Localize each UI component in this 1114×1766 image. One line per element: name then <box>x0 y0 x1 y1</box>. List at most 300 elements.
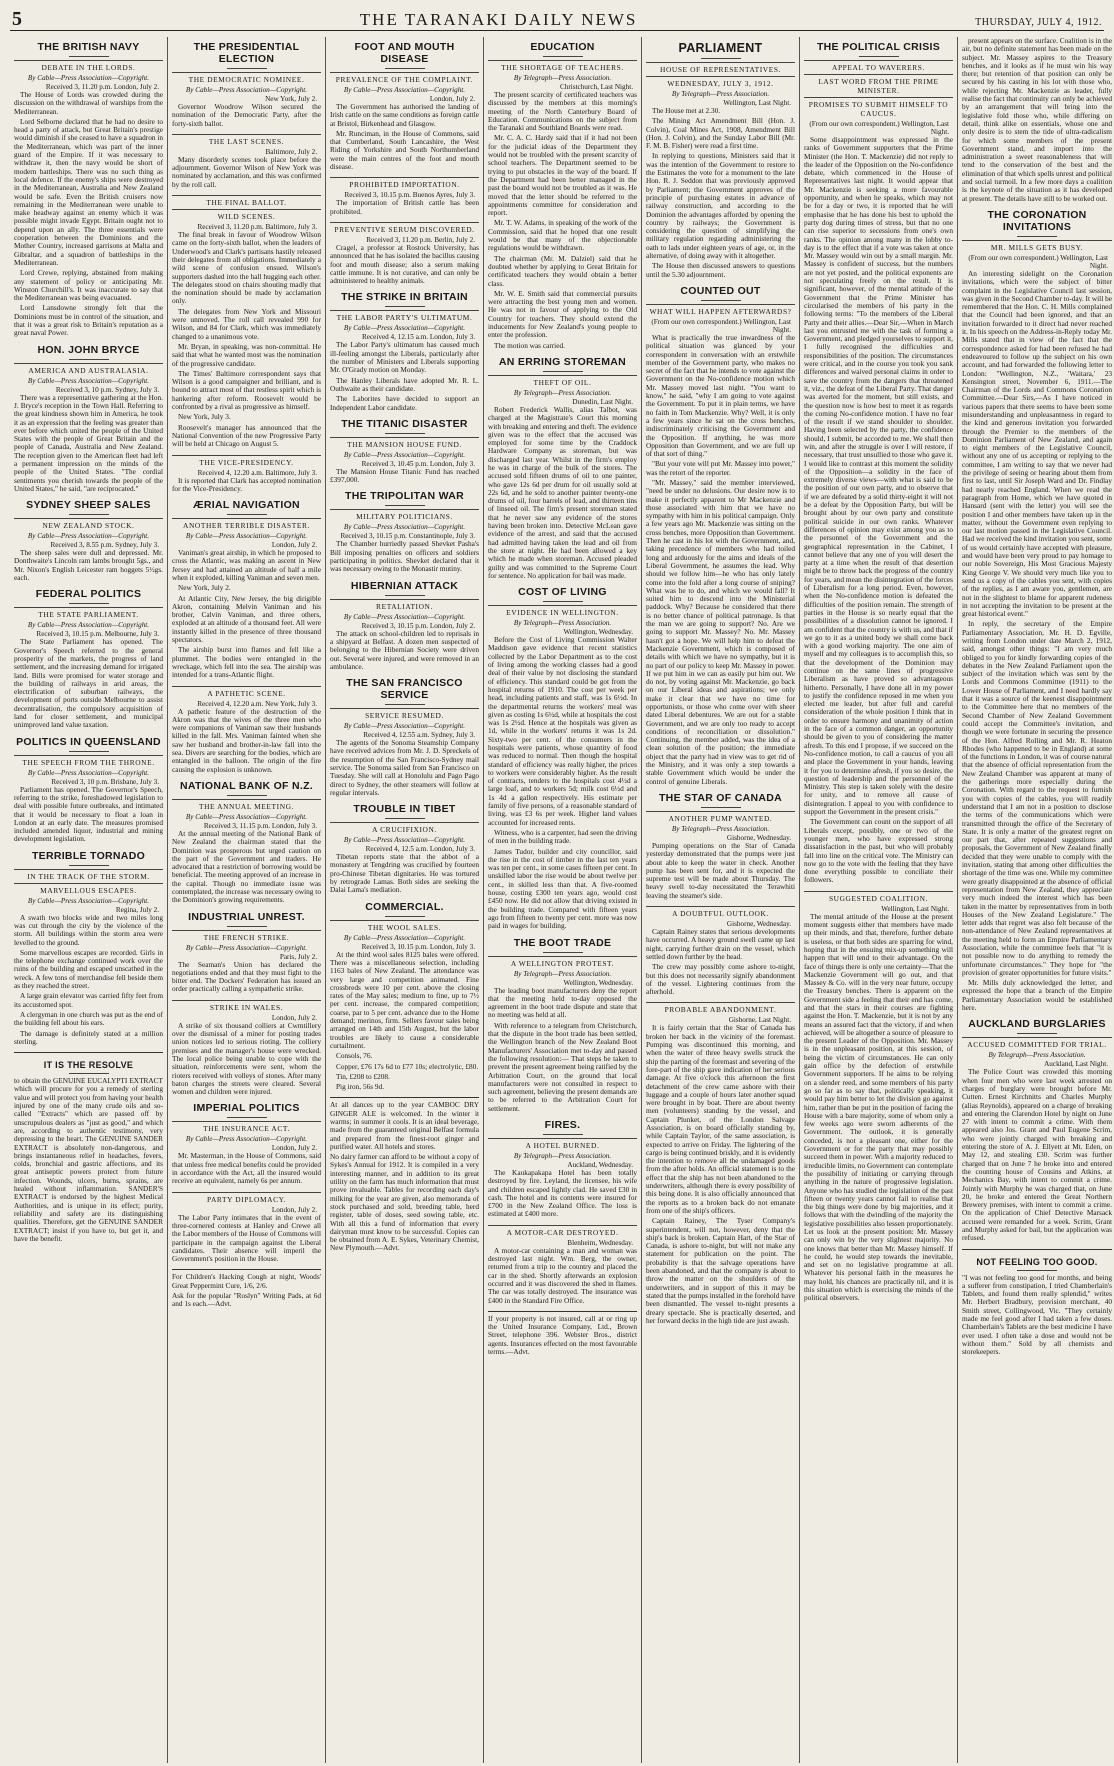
article-paragraph: Mr. C. A. C. Hardy said that if it had not been for the judicial ideas of the Department they would not be troubled with the present scarcity of school teachers. The Department seemed to be trying to put obstacles in the way of the board. If the Department had been better managed in the past the board would not be troubled as it was. He moved that the letter should be referred to the appointments committee for consideration and report. <box>488 133 637 218</box>
article-subheading: THE VICE-PRESIDENCY. <box>172 455 321 467</box>
article-paragraph: "I was not feeling too good for months, and being a sufferer from constipation, I tried Chamberlain's Tablets, and found them really splendid," writes Mr. Herbert Bradbury, provision merchant, 40 Smith street, Collingwood, Vic. "They certainly made me feel good after I had taken a few doses. Chamberlain's Tablets are the best medicine I have ever used. I often take a dose and would not be without them." Sold by all chemists and storekeepers. <box>962 1272 1112 1357</box>
news-article <box>14 736 163 844</box>
article-dateline: Dunedin, Last Night. <box>572 397 633 406</box>
article-dateline: Received 4, 12.20 a.m. Baltimore, July 3. <box>197 468 317 477</box>
article-paragraph: Mr. Masterman, in the House of Commons, said that unless free medical benefits could be provided in accordance with the Act, all the insured would receive an equivalent, namely 6s per annum. <box>172 1151 321 1186</box>
article-paragraph: Consols, 76. <box>336 1051 373 1061</box>
article-headline: AUCKLAND BURGLARIES <box>968 1018 1106 1031</box>
news-article <box>172 134 321 189</box>
article-paragraph: A motor-car containing a man and woman was destroyed last night. Wm. Berg, the owner, returned from a trip to the country and placed the car in the shed. Shortly afterwards an explosion occurred and it was discovered the shed in flames. The car was totally destroyed. The insurance was £400 in the Standard Fire Office. <box>488 1245 637 1305</box>
article-byline: By Telegraph—Press Association. <box>513 619 612 628</box>
article-subheading: THE INSURANCE ACT. <box>172 1121 321 1133</box>
article-dateline: Wellington, Wednesday. <box>563 978 633 987</box>
article-paragraph: The motion was carried. <box>494 340 565 350</box>
article-subheading: ACCUSED COMMITTED FOR TRIAL. <box>962 1037 1112 1049</box>
article-headline: TROUBLE IN TIBET <box>353 803 456 816</box>
article-paragraph: At Atlantic City, New Jersey, the big dirigible Akron, containing Melvin Vaniman and his brother, Calvin Vaniman, and three others, exploded at an altitude of a thousand feet. All were instantly killed in the presence of three thousand spectators. <box>172 593 321 645</box>
article-subheading: THE SPEECH FROM THE THRONE. <box>14 755 163 767</box>
news-article <box>330 901 479 1092</box>
article-dateline: Received 3, 10.15 p.m. London, July 2. <box>361 621 475 630</box>
article-subheading: LAST WORD FROM THE PRIME MINISTER. <box>804 74 953 95</box>
article-headline: NOT FEELING TOO GOOD. <box>976 1256 1098 1267</box>
article-headline: THE BRITISH NAVY <box>37 41 140 53</box>
article-paragraph: The Mansion House Titanic Fund has reached £397,000. <box>330 466 479 485</box>
article-dateline: Received 3, 10.45 p.m. London, July 3. <box>361 459 475 468</box>
article-headline: HIBERNIAN ATTACK <box>350 579 459 592</box>
article-subheading: A MOTOR-CAR DESTROYED. <box>488 1225 637 1237</box>
article-subheading: A WELLINGTON PROTEST. <box>488 956 637 968</box>
news-article <box>172 455 321 494</box>
column-7 <box>958 37 1114 1763</box>
article-subheading: NEW ZEALAND STOCK. <box>14 518 163 530</box>
article-dateline: Auckland, Last Night. <box>1044 1060 1108 1069</box>
article-subheading: THE MANSION HOUSE FUND. <box>330 437 479 449</box>
headline-rule <box>1017 1270 1057 1271</box>
article-paragraph: New York, July 3. <box>178 412 231 422</box>
article-subheading: MARVELLOUS ESCAPES. <box>14 883 163 895</box>
article-paragraph: Tibetan reports state that the abbot of a monastery at Tengdring was crucified by fourteen pro-Chinese Tibetan dignitaries. He was tortured by retrograde Lamas. Both sides are seeking the Dalai Lama's mediation. <box>330 852 479 895</box>
article-headline: THE POLITICAL CRISIS <box>816 41 941 53</box>
news-article <box>488 937 637 1113</box>
article-paragraph: The House of Lords was crowded during the discussion on the withdrawal of warships from the Mediterranean. <box>14 90 163 116</box>
headline-rule <box>69 56 109 57</box>
article-paragraph: Robert Frederick Wallis, alias Talbot, was charged at the Magistrate's Court this morning with breaking and entering and theft. The evidence given was to the effect that the accused was employed for some time by the Craddock Hardware Company as storeman, but was discharged last year. Whilst in the firm's employ he was in charge of the bulk of the stores. The accused sold fifteen drums of oil to one painter, who gave 12s 6d per drum for oil usually sold at 22s 6d, and he sold to another painter twenty-one drums of oil, four barrels of lead, and thirteen tins of linseed oil. The firm's present storeman stated that he never saw any evidence of the stores having been broken into. Detective McLean gave evidence of the arrest, and said that the accused had admitted having taken the lead and oil from the store at night. He had been allowed a key which he made when storeman. Accused pleaded guilty and was committed to the Supreme Court for sentence. No application for bail was made. <box>488 404 637 580</box>
article-headline: AN ERRING STOREMAN <box>498 355 627 368</box>
article-byline: By Cable—Press Association—Copyright. <box>185 86 308 94</box>
news-article <box>804 891 953 1303</box>
article-paragraph: The delegates from New York and Missouri were unmoved. The roll call revealed 990 for Wilson, and 84 for Clark, which was immediately changed to a unanimous vote. <box>172 306 321 341</box>
article-headline: COST OF LIVING <box>518 586 607 599</box>
article-paragraph: Copper, £76 17s 6d to £77 10s; electrolytic, £80. <box>336 1061 479 1071</box>
column-6 <box>800 37 958 1763</box>
article-subheading: APPEAL TO WAVERERS. <box>804 60 953 72</box>
headline-rule <box>227 68 267 69</box>
article-paragraph: "Mr. Massey," said the member interviewed, "need be under no delusions. Our desire now is to make it perfectly apparent to Mr Mackenzie and those associated with him that we have no sympathy with him in his political campaign. Only a few years ago Mr. Mackenzie was sitting on the cross benches, more Opposition than Government. Then he cast in his lot with the Government, and, taking precedence of members who had toiled long and arduously for the aims and ideals of the Liberal Government, he assumes the lead. Why should we follow him—he who has only lately come into the fold after a long course of sniping? What was he to do, and which we would fall? It suited him to descend into the Ministerial paddock. Why? Because he considered that there is no better chance of political patronage. Is that the man we are going to support? No. Are we going to support Mr. Massey? No. Mr. Massey hasn't got a hope. We will help him to defeat the Mackenzie Government, which is composed of details with which we have no sympathy, but it is no part of our policy to keep Mr. Massey in power. If we put him in we can as easily put him out. We do not, by voting against Mr. Mackenzie, go back on our Liberal ideas and aspirations; we only make it clear that we have no time for opportunists, or those who come over with sheer dated Liberal debentures. We are out for a stable Government, and we are only too ready to accept conditions of reconciliation or dissolution." Continuing, the member added, was the idea of a clean solution of the position; the immediate object that the party had in view was to get rid of the Ministry, and it was only a step towards a stable Government which would be under the control of genuine Liberals. <box>646 477 795 786</box>
article-paragraph: A strike of six thousand colliers at Cwmtillery over the dismissal of a miner for posting trades union notices led to serious rioting. The colliery premises and the manager's house were wrecked. The local police being unable to cope with the situation, reinforcements were sent, whom the rioters received with volleys of stones. After many baton charges the streets were cleared. Several women and children were injured. <box>172 1020 321 1097</box>
headline-rule <box>543 371 583 372</box>
advertisement <box>488 1311 637 1356</box>
article-headline: THE STRIKE IN BRITAIN <box>341 291 468 304</box>
article-paragraph: The Seaman's Union has declared the negotiations ended and that they must fight to the bitter end. The Dockers' Federation has issued an order practically calling a sympathetic strike. <box>172 959 321 994</box>
article-paragraph: Mr. W. E. Smith said that commercial pursuits were attracting the best young men and women. He was not in favour of applying to the Old Country for teachers. They should extend the inducements for New Zealand's young people to enter the profession. <box>488 288 637 340</box>
article-paragraph: At all dances up to the year CAMBOC DRY GINGER ALE is welcomed. In the winter it warms; in summer it cools. It is an ideal beverage, made from the guaranteed original Belfast formula and prepared from the finest-root ginger and purified water. All hotels and stores. <box>330 1100 479 1151</box>
news-article <box>14 344 163 494</box>
article-subheading: THE LABOR PARTY'S ULTIMATUM. <box>330 310 479 322</box>
article-byline: By Cable—Press Association—Copyright. <box>343 722 466 731</box>
headline-rule <box>227 795 267 796</box>
headline-rule <box>543 56 583 57</box>
headline-rule <box>385 704 425 705</box>
headline-rule <box>1017 236 1057 237</box>
article-paragraph: The agents of the Sonoma Steamship Company have received advices from Mr. J. D. Spreckels of the resumption of the San Francisco-Sydney mail service. The Sonoma sailed from San Francisco on Tuesday. She will call at Honolulu and Pago Pago direct to Sydney, the other steamers will follow at regular intervals. <box>330 738 479 797</box>
news-article <box>646 906 795 996</box>
article-paragraph: Lord Lansdowne strongly felt that the Dominions must be in control of the situation, and that it was a great risk to Britain's reputation as a great naval Power. <box>14 303 163 338</box>
article-paragraph: The sheep sales were dull and depressed. Mr. Donthwaite's Lincoln ram lambs brought 5gs., and Mr. Nixon's English Leicester ram hoggets 5½gs. each. <box>14 548 163 583</box>
article-dateline: Received 4, 12.15 a.m. London, July 3. <box>362 333 475 342</box>
article-paragraph: Before the Cost of Living Commission Walter Maddison gave evidence that recent statistics collected by the Labor Department as to the cost of living among the working classes had a good deal of their value by not disclosing the standard of efficiency. This standard could be got from the hospital returns of 1910. The cost per week per head, including patients and staff, was 1s 6½d. In the departmental returns the workers' meal was given as costing 1s 6½d, while at hospitals the cost was 1s 2½d. Hence at the hospitals was given as 1d, while in the workers' returns it was 1s 2d. Sixty-two per cent. of the consumers in the hospitals were patients, whose quantity of food was reduced to normal. Then though the hospital standard of efficiency was really higher, the prices to workers were considerably higher. As the result of contracts, tenders to the hospitals cost 4½d a large loaf, and to workers 5d; milk cost 6½d and 1s 4d a gallon respectively. His estimate per family of five persons, of a reasonable standard of living, was £3 6s per week. Higher land values accounted for increased rents. <box>488 635 637 827</box>
article-byline: By Cable—Press Association—Copyright. <box>27 532 150 541</box>
news-article <box>488 586 637 930</box>
news-article <box>14 41 163 338</box>
article-paragraph: The Kaukapakapa Hotel has been totally destroyed by fire. Leyland, the licensee, his wife and children escaped lightly clad. He saved £30 in cash. The hotel and its contents were insured for £700 in the New Zealand Office. The loss is estimated at £400 more. <box>488 1167 637 1219</box>
article-dateline: Gisborne, Wednesday. <box>726 920 791 929</box>
article-paragraph: Many disorderly scenes took place before the adjournment. Governor Wilson of New York was nominated by acclamation, and this was confirmed by the roll call. <box>172 154 321 189</box>
advertisement <box>962 1249 1112 1357</box>
article-headline: SYDNEY SHEEP SALES <box>26 499 151 512</box>
advertisement <box>14 1052 163 1243</box>
article-paragraph: It is reported that Clark has accepted nomination for the Vice-Presidency. <box>172 475 321 493</box>
headline-rule <box>385 505 425 506</box>
columns-container <box>10 37 1112 1763</box>
article-subheading: MILITARY POLITICIANS. <box>330 509 479 521</box>
article-dateline: London, July 2. <box>271 1144 317 1153</box>
article-subheading: A HOTEL BURNED. <box>488 1138 637 1150</box>
article-paragraph: For Children's Hacking Cough at night, Woods' Great Peppermint Cure, 1/6, 2/6. <box>172 1272 321 1290</box>
article-subheading: THE ANNUAL MEETING. <box>172 799 321 811</box>
article-dateline: Received 3, 10.15 p.m. Melbourne, July 3. <box>36 630 159 639</box>
article-dateline: Wellington, Last Night. <box>881 904 949 913</box>
article-byline: By Cable—Press Association—Copyright. <box>185 812 308 821</box>
article-dateline: (From our own correspondent.) Wellington, Last Night. <box>968 253 1108 270</box>
article-paragraph: Mr. Mills duly acknowledged the letter, and expressed the hope that a branch of the Empire Parliamentary Association would be established here. <box>962 978 1112 1013</box>
column-5 <box>642 37 800 1763</box>
masthead <box>10 8 1104 31</box>
article-paragraph: Some marvellous escapes are recorded. Girls in the telephone exchange continued work over the ruins of the building and escaped unscathed in the wreck. A few tons of merchandise fell beside them as they reached the street. <box>14 947 163 991</box>
headline-rule <box>385 306 425 307</box>
article-subheading: MR. MILLS GETS BUSY. <box>962 240 1112 252</box>
news-article <box>14 588 163 729</box>
news-article <box>172 1102 321 1185</box>
article-paragraph: Roosevelt's manager has announced that the National Convention of the new Progressive Party will be held at Chicago on August 5. <box>172 422 321 449</box>
article-dateline: Received 3, 11.20 p.m. London, July 2. <box>45 83 159 91</box>
news-article <box>172 780 321 905</box>
headline-rule <box>1017 1033 1057 1034</box>
article-subheading: RETALIATION. <box>330 599 479 611</box>
headline-rule <box>69 751 109 752</box>
article-paragraph: Captain Rainey states that serious developments have occurred. A heavy ground swell came up last night, carrying further drain on the vessel, which settled down further by the head. <box>646 927 795 961</box>
article-dateline: Received 3, 10.15 p.m. Constantinople, July 3. <box>340 532 475 541</box>
article-paragraph: Governor Woodrow Wilson secured the nomination of the Democratic Party, after the forty-sixth ballot. <box>172 102 321 128</box>
article-dateline: Received 3, 11.20 p.m. Berlin, July 2. <box>366 235 475 244</box>
article-paragraph: The Labor Party intimates that in the event of three-cornered contests at Hanley and Crewe all the Labor members of the House of Commons will participate in the campaign against the Liberal candidates. Their absence will imperil the Government's position in the House. <box>172 1212 321 1264</box>
news-article <box>172 686 321 774</box>
article-paragraph: The present scarcity of certificated teachers was discussed by the members at this morning's meeting of the North Canterbury Board of Education. Communications on the subject from the Taranaki and Southland Boards were read. <box>488 90 637 133</box>
article-paragraph: The damage is definitely stated at a million sterling. <box>14 1028 163 1046</box>
article-paragraph: The State Parliament has opened. The Governor's Speech referred to the general prosperity of the markets, the progress of land settlement, and the increasing demand for irrigated land. Bills were promised for water storage and the building of railways in arid areas, the electrification of suburban railways, the development of ports outside Melbourne to assist decentralisation, the compulsory acquisition of land for closer settlement, and municipal unimproved land value taxation. <box>14 637 163 730</box>
article-subheading: A DOUBTFUL OUTLOOK. <box>646 906 795 918</box>
article-dateline: Christchurch, Last Night. <box>559 83 633 91</box>
article-subheading: THE SHORTAGE OF TEACHERS. <box>488 60 637 72</box>
article-paragraph: Pig iron, 56s 9d. <box>336 1082 385 1092</box>
article-byline: By Cable—Press Association—Copyright. <box>343 523 466 532</box>
article-dateline: (From our own correspondent.) Wellington, Last Night. <box>809 120 949 136</box>
article-dateline: London, July 2. <box>271 541 317 550</box>
article-dateline: Received 3, 10.15 p.m. Buenos Ayres, July 3. <box>344 191 475 200</box>
article-subheading: ANOTHER PUMP WANTED. <box>646 811 795 823</box>
article-paragraph: A clergyman in one church was put as the end of the building fell about his ears. <box>14 1009 163 1028</box>
news-article <box>330 222 479 285</box>
news-article <box>172 41 321 128</box>
news-article <box>172 195 321 448</box>
article-byline: By Cable—Press Association—Copyright. <box>27 896 150 905</box>
article-paragraph: The Mining Act Amendment Bill (Hon. J. Colvin), Coal Mines Act, 1908, Amendment Bill (Hon. J. Colvin), and the Sunday Labor Bill (Mr. F. M. B. Fisher) were read a first time. <box>646 116 795 151</box>
article-paragraph: Captain Rainey, The Tyser Company's superintendent, will not, however, deny that the ship's back is broken. Captain Hart, of the Star of Canada, is ashore to-night, but will not make any statement for publication on the point. The probability is that the salvage operations have been abandoned, and that the company is about to throw the matter on the shoulders of the underwriters, and in support of this it may be stated that the pumps installed in the forehold have been dismantled. The vessel to-night presents a dreary spectacle. She is practically deserted, and her forward decks in the high tide are just awash. <box>646 1216 795 1325</box>
article-paragraph: The House then discussed answers to questions until the 5.30 adjournment. <box>646 261 795 279</box>
article-headline: HON. JOHN BRYCE <box>37 343 140 356</box>
news-article <box>488 1119 637 1219</box>
article-paragraph: What is practically the true inwardness of the political situation was glanced by your correspondent in conversation with an erstwhile member of the Government party, who makes no secret of the fact that he intends to vote against the Government on the No-confidence motion which Mr. Massey moved last night. "You want to know," he said, "why I am going to vote against the Government. To put it in plain terms, we have no faith in Tom Mackenzie. Why? Well, it is only a few years since he sat on the cross benches, indiscriminately criticising the Government and the Opposition. If anything, he was more Opposition than Government, and we are full up of that sort of thing." <box>646 332 795 459</box>
article-paragraph: The Government has authorised the landing of Irish cattle on the same conditions as foreign cattle at Bristol, Birkenhead and Glasgow. <box>330 102 479 128</box>
article-headline: TERRIBLE TORNADO <box>31 849 146 862</box>
news-article <box>646 1002 795 1325</box>
article-subheading: WEDNESDAY, JULY 3, 1912. <box>646 76 795 88</box>
article-byline: By Telegraph—Press Association. <box>988 1051 1086 1060</box>
article-dateline: Received 4, 12.55 a.m. Sydney, July 3. <box>363 731 475 740</box>
article-headline: FOOT AND MOUTH DISEASE <box>354 41 455 65</box>
article-paragraph: The crew may possibly come ashore to-night, but this does not necessarily signify abandonment of the vessel. Lightering continues from the afterhold. <box>646 962 795 997</box>
news-article <box>330 490 479 573</box>
article-paragraph: A pathetic feature of the destruction of the Akron was that the wives of the three men who were companions of Vaniman saw their husbands killed in the fall. Mrs. Vaniman fainted when she saw her husband and brother-in-law fall into the sea. Divers are searching for the bodies, which are entangled in the balloon. The origin of the fire causing the explosion is unknown. <box>172 706 321 774</box>
article-subheading: IN THE TRACK OF THE STORM. <box>14 869 163 881</box>
news-article <box>646 792 795 900</box>
article-subheading: THE LAST SCENES. <box>172 134 321 146</box>
column-2 <box>168 37 326 1763</box>
article-dateline: London, July 2. <box>271 1013 317 1022</box>
article-subheading: SERVICE RESUMED. <box>330 708 479 720</box>
headline-rule <box>701 58 741 59</box>
article-dateline: Paris, July 2. <box>279 952 317 961</box>
article-dateline: Gisborne, Wednesday. <box>726 833 791 842</box>
news-article <box>962 209 1112 1012</box>
article-subheading: PREVALENCE OF THE COMPLAINT. <box>330 72 479 84</box>
headline-rule <box>701 300 741 301</box>
article-paragraph: The leading boot manufacturers deny the report that the meeting held to-day opposed the agreement in the boot trade dispute and state that no meeting was held at all. <box>488 985 637 1020</box>
article-subheading: THE FRENCH STRIKE. <box>172 930 321 942</box>
headline-rule <box>227 514 267 515</box>
article-dateline: Wellington, Last Night. <box>723 99 791 107</box>
article-paragraph: present appears on the surface. Coalition is in the air, but no definite statement has been made on the subject. Mr. Massey aspires to the Treasury benches, and it looks as if he must win his way there; but retention of that position can only be secured by his casting in his lot with those who, while rejecting Mr. Mackenzie as leader, fully realise the fact that continuity can only be achieved by an arrangement that will bring into the legislative fold those who, while differing on detail, think alike on essentials, whose one and only desire is to stem the tide of ultra-radicalism for which some members of the present Government stand, and import into the administration a sweet reasonableness that will tend to the conservation of the best and the elimination of that which spells unrest and political and social turmoil. In a few more days a coalition is the keynote of the situation as it has developed at present. The details have still to be worked out. <box>962 37 1112 203</box>
news-article <box>330 580 479 671</box>
article-byline: By Cable—Press Association—Copyright. <box>343 836 466 845</box>
article-paragraph: Pumping operations on the Star of Canada yesterday demonstrated that the pumps were just about able to keep the water in check. Another pump has been sent for, and it is expected the supreme test will be made about Thursday. The heavy swell to-day necessitated the Terawhiti leaving the steamer's side. <box>646 840 795 900</box>
article-dateline: Received 4, 12.20 a.m. New York, July 3. <box>197 699 317 708</box>
article-byline: By Cable—Press Association—Copyright. <box>343 324 466 333</box>
article-paragraph: New York, July 2. <box>178 583 231 593</box>
news-article <box>488 356 637 580</box>
article-dateline: Received 3, 10.15 p.m. London, July 3. <box>361 942 475 951</box>
article-headline: INDUSTRIAL UNREST. <box>188 910 305 923</box>
headline-rule <box>385 433 425 434</box>
news-article <box>14 850 163 1046</box>
advertisement <box>330 1097 479 1252</box>
article-dateline: New York, July 2. <box>265 95 317 103</box>
article-paragraph: With reference to a telegram from Christchurch, that the dispute in the boot trade has been settled, the Wellington branch of the New Zealand Boot Manufacturers' Association met to-day and passed the following resolution:— That steps be taken to prevent the present agreement being ratified by the Arbitration Court, on the ground that local manufacturers were not consulted in respect to such agreement, believing the present demands are to be referred to the Arbitration Court for settlement. <box>488 1020 637 1113</box>
headline-rule <box>543 1134 583 1135</box>
article-paragraph: The Hanley Liberals have adopted Mr. R. L. Outhwaite as their candidate. <box>330 375 479 393</box>
article-paragraph: Vaniman's great airship, in which he proposed to cross the Atlantic, was making an ascent in New Jersey and had attained an altitude of half a mile when it exploded, killing Vaniman and seven men. <box>172 548 321 582</box>
article-subheading: STRIKE IN WALES. <box>172 1000 321 1012</box>
article-paragraph: The Chamber hurriedly passed Shevket Pasha's Bill imposing penalties on officers and soldiers participating in politics. Shevket declared that it was necessary owing to the Monastir mutiny. <box>330 539 479 574</box>
article-byline: By Telegraph—Press Association. <box>513 388 612 397</box>
article-dateline: Received 3, 10 p.m. Brisbane, July 3. <box>51 777 159 786</box>
article-byline: By Cable—Press Association—Copyright. <box>27 376 150 385</box>
article-dateline: Received 3, 10 p.m. Sydney, July 3. <box>55 385 159 394</box>
article-paragraph: The House met at 2.30. <box>652 106 721 115</box>
article-headline: THE SAN FRANCISCO SERVICE <box>346 677 463 702</box>
news-article <box>172 499 321 679</box>
article-paragraph: At the third wool sales 8125 bales were offered. There was a miscellaneous selection, including 1163 bales of New Zealand. The attendance was very large and competition animated. Fine crossbreds were 10 per cent. above the closing rates of the May sales; medium to fine, up to 7½ per cent. increase, the compared competition; coarse, par to 5 per cent. advance due to the Home demand; merinos, firm. Sellers favour sales being arranged on 14th and 15th August, but the labor troubles are likely to cause a considerable curtailment. <box>330 949 479 1050</box>
article-dateline: Received 3, 11.20 p.m. Baltimore, July 3. <box>197 223 317 232</box>
article-paragraph: If your property is not insured, call at or ring up the United Insurance Company, Ltd., Brown Street, telephone 396. Webster Bros., district agents. Insurances effected on the most favourable terms.—Advt. <box>488 1313 637 1357</box>
article-paragraph: Mr. T. W. Adams, in speaking of the work of the Commission, said that he hoped that one result would be that many of the objectionable regulations would be withdrawn. <box>488 218 637 253</box>
article-paragraph: The Government can count on the support of all Liberals except, possibly, one or two of the younger men, who have expressed strong dissatisfaction in the past, but who will probably fall into line on the critical vote. The Ministry can now go to the vote with the feeling that they have done everything possible to conciliate their followers. <box>804 817 953 885</box>
article-paragraph: No dairy farmer can afford to be without a copy of Sykes's Annual for 1912. It is compiled in a very interesting manner, and in addition to its great utility on the farm has much information that must prove invaluable. Tables for recording each day's milking for the year are given, also memoranda of stock purchased and sold, breeding table, herd register, table of doses, seed sowing table, etc. With all this a fund of information that every dairyman must know to be successful. Copies can be obtained from A. E. Sykes, Veterinary Chemist, New Plymouth.—Advt. <box>330 1152 479 1253</box>
article-headline: COMMERCIAL. <box>365 900 444 913</box>
headline-rule <box>69 603 109 604</box>
article-subheading: THE STATE PARLIAMENT. <box>14 607 163 619</box>
news-article <box>172 1192 321 1264</box>
article-dateline: Baltimore, July 2. <box>265 147 317 156</box>
article-dateline: Received 4, 12.5 a.m. London, July 3. <box>365 845 475 854</box>
article-paragraph: A large grain elevator was carried fifty feet from its accustomed spot. <box>14 991 163 1009</box>
article-paragraph: The Times' Baltimore correspondent says that Wilson is a good campaigner and brilliant, and is bound to attract most of that restless spirit which is hankering after reform. Roosevelt would be confronted by a rival as progressive as himself. <box>172 368 321 412</box>
headline-rule <box>385 818 425 819</box>
article-subheading: THE FINAL BALLOT. <box>172 195 321 207</box>
news-article <box>330 803 479 894</box>
article-paragraph: The airship burst into flames and fell like a plummet. The bodies were entangled in the wreckage, which fell into the sea. The airship was intended for a trans-Atlantic flight. <box>172 645 321 680</box>
article-headline: NATIONAL BANK OF N.Z. <box>179 779 314 792</box>
article-paragraph: to obtain the GENUINE EUCALYPTI EXTRACT which will procure for you a remedy of sterling value and will protect you from having your health injured by one of the many crude oils and so-called "Extracts" which are passed off by unscrupulous dealers as "just as good," and which are, according to authentic testimony, very depressing to the heart. The GENUINE SANDER EXTRACT is absolutely non-dangerous, and brings instantaneous relief in headaches, fevers, colds, bronchial and gastric affections, and its great antiseptic powers protect from future infection. Wounds, ulcers, burns, sprains, are healed without inflammation. SANDER'S EXTRACT is endorsed by the highest Medical Authorities, and is unique in its effect; purity, reliability and safety are its distinguishing qualities. Therefore, get the GENUINE SANDER EXTRACT; insist if you have to, but get it, and have the benefit. <box>14 1076 163 1243</box>
article-paragraph: The attack on school-children led to reprisals in a shipyard at Belfast. A dozen men suspected of belonging to the Hibernian Society were driven out. Several were injured, and were removed in an ambulance. <box>330 628 479 671</box>
headline-rule <box>69 514 109 515</box>
column-1 <box>10 37 168 1763</box>
article-headline: COUNTED OUT <box>680 284 761 297</box>
article-headline: THE TRIPOLITAN WAR <box>345 490 464 503</box>
article-byline: By Cable—Press Association—Copyright. <box>343 933 466 942</box>
headline-rule <box>227 1117 267 1118</box>
news-article <box>330 41 479 171</box>
headline-rule <box>385 916 425 917</box>
news-article <box>330 177 479 216</box>
article-paragraph: Parliament has opened. The Governor's Speech, referring to the strike, foreshadowed legislation to deal with possible future outbreaks, and intimated that it would be necessary to float a loan in London at an early date. The measures promised included amended liquor, industrial and mining development legislation. <box>14 784 163 844</box>
article-byline: By Cable—Press Association—Copyright. <box>27 768 150 777</box>
article-subheading: ANOTHER TERRIBLE DISASTER. <box>172 518 321 530</box>
article-dateline: Auckland, Wednesday. <box>567 1160 633 1169</box>
advertisement <box>172 1269 321 1308</box>
news-article <box>172 911 321 994</box>
article-byline: By Cable—Press Association—Copyright. <box>185 532 308 541</box>
article-subheading: PROBABLE ABANDONMENT. <box>646 1002 795 1014</box>
article-dateline: Blenheim, Wednesday. <box>567 1238 633 1247</box>
news-article <box>962 1018 1112 1242</box>
article-headline: THE STAR OF CANADA <box>658 791 783 804</box>
article-subheading: PROMISES TO SUBMIT HIMSELF TO CAUCUS. <box>804 97 953 118</box>
headline-rule <box>69 1073 109 1074</box>
news-article <box>962 37 1112 203</box>
article-paragraph: At the annual meeting of the National Bank of New Zealand the chairman stated that the Dominion was prosperous but urged caution on the part of the Government and traders. He advocated that a restriction of borrowing would be beneficial. The meeting approved of an increase in the capital. Though no immediate issue was contemplated, the increase was necessary owing to the Dominion's growing requirements. <box>172 828 321 905</box>
news-article <box>330 291 479 411</box>
news-article <box>330 418 479 485</box>
article-paragraph: The importation of British cattle has been prohibited. <box>330 198 479 216</box>
article-subheading: PREVENTIVE SERUM DISCOVERED. <box>330 222 479 234</box>
news-article <box>646 41 795 279</box>
article-headline: IT IS THE RESOLVE <box>43 1060 134 1071</box>
article-subheading: THE DEMOCRATIC NOMINEE. <box>172 72 321 84</box>
article-byline: By Cable—Press Association—Copyright. <box>185 1135 308 1144</box>
article-dateline: Regina, July 2. <box>115 905 159 914</box>
article-byline: By Cable—Press Association—Copyright. <box>185 943 308 952</box>
article-paragraph: The Laborites have decided to support an Independent Labor candidate. <box>330 394 479 412</box>
article-byline: By Cable—Press Association—Copyright. <box>27 74 150 82</box>
article-headline: FIRES. <box>544 1118 581 1131</box>
headline-rule <box>543 601 583 602</box>
article-headline: PARLIAMENT <box>678 41 763 55</box>
article-paragraph: Lord Selborne declared that he had no desire to head a party of attack, but Great Britain's prestige would diminish if she ceased to have a squadron in the Mediterranean, which was part of the inner guard of the Empire. If it was necessary to withdraw it, then the navy would be short of modern battleships. There was no such thing as local defence. If the enemy's ships were destroyed in the Mediterranean, Australia and New Zealand would be safe. Even the British cruisers now remaining in the Mediterranean were unable to make headway against an enemy which it was possible might invade Egypt. Britain ought not to depend upon an ally. The three essentials were cooperation between the Dominions and the Mother Country, increased garrisons at Malta and Gibraltar, and a squadron of battleships in the Mediterranean. <box>14 116 163 267</box>
article-headline: ÆRIAL NAVIGATION <box>193 499 300 512</box>
article-byline: By Telegraph—Press Association. <box>513 74 612 82</box>
article-byline: By Cable—Press Association—Copyright. <box>27 621 150 630</box>
article-headline: THE BOOT TRADE <box>513 936 612 949</box>
article-headline: THE CORONATION INVITATIONS <box>987 208 1087 233</box>
article-subheading: THE WOOL SALES. <box>330 920 479 932</box>
article-paragraph: A swath two blocks wide and two miles long was cut through the city by the violence of the storm. All buildings within the storm area were levelled to the ground. <box>14 912 163 947</box>
column-4 <box>484 37 642 1763</box>
article-dateline: (From our own correspondent.) Wellington, Last Night. <box>651 317 791 334</box>
article-paragraph: An interesting sidelight on the Coronation invitations, which were the subject of bitter complaint in the Legislative Council last session, was given in the Second Chamber to-day. It will be remembered that the Hon. C. H. Mills complained that the Council had been ignored, and that an invitation forwarded to it direct had never reached it. In his speech on the Address-in-Reply today Mr. Mills stated that in view of the fact that the correspondence asked for had been refused he had endeavoured to follow up the subject on his own account, and had forwarded the following letter to London: "Wellington, N.Z., 'Waitara,' 23 Kensington street, November 6, 1911.—The Chairman of the Lords and Commons Coronation Committee.—Dear Sirs,—As I have noticed in various papers that there seems to have been some misunderstanding and unpleasantness in regard to the kind and generous invitation you forwarded through the Premier to the members of the Dominion Parliament of New Zealand, and again to eight members of the Legislative Council, without any one of us accepting or replying to the committee, I am writing to say that we never had the privilege of seeing or hearing about them from first to last, until Sir Joseph Ward and Dr. Findlay had nearly reached England. When we read the paragraph from Home, which we have quoted in Hansard (sent with the letter) you will see the position I and other members have taken up in the matter, without the Government even replying to our last motion passed in the Legislative Council. Had we received the kind invitation you sent, some of us would certainly have accepted with pleasure, and would have been very proud to pay homage to our noble Sovereign, His Most Gracious Majesty King George V. We should very much like you to send us a copy of the cables you sent, with copies of the replies, as I am aware you, gentlemen, are not in the slightest to blame for apparent rudeness in not accepting the invitation to be present at the great historical event." <box>962 268 1112 619</box>
article-subheading: WILD SCENES. <box>172 209 321 221</box>
article-paragraph: The final break in favour of Woodrow Wilson came on the forty-sixth ballot, when the leaders of Underwood's and Clark's partisans hastily released their delegates from all obligations. Immediately a wild scene of confusion ensued. Wilson's supporters dashed into the hall hugging each other. The delegates stood on chairs shouting madly that the nomination should be made by acclamation only. <box>172 230 321 306</box>
headline-rule <box>385 595 425 596</box>
news-article <box>646 285 795 786</box>
article-paragraph: The Police Court was crowded this morning when four men who were last week arrested on charges of burglary were brought before Mr. Cutten. Ernest Kirchnitts and Charles Murphy (alias Reynolds), appeared on a charge of breaking and entering the Clarendon Hotel by night on June 27 with intent to commit a crime. With them appeared also Jos. Grant and Paul Eugene Scrim, who were jointly charged with breaking and entering the store of A. J. Ellyett at Mt. Eden, on May 12, and stealing £30. Scrim was further charged that on June 7 he broke into and entered the counting house of Cousins and Atkins, at Mechanics Bay, with intent to commit a crime. Jointly with Murphy he was charged that, on June 20, he broke and entered the Great Northern Brewery premises, with intent to commit a crime. On the application of Chief Detective Marsack accused were remanded for a week. Scrim, Grant and Murphy asked for bail, but the application was refused. <box>962 1067 1112 1243</box>
article-headline: THE TITANIC DISASTER <box>341 417 468 430</box>
article-paragraph: Witness, who is a carpenter, had seen the driving of men in the building trade. <box>488 827 637 846</box>
article-dateline: Wellington, Wednesday. <box>563 628 633 637</box>
headline-rule <box>859 56 899 57</box>
article-byline: By Cable—Press Association—Copyright. <box>343 450 466 459</box>
headline-rule <box>385 68 425 69</box>
article-paragraph: The mental attitude of the House at the present moment suggests either that members have made up their minds, and that, therefore, further debate is useless, or that both sides are sparring for wind, hoping that in the ensuing mix-up something will happen that will tend to their advantage. On the face of things there is only one certainty—That the Mackenzie Government will go out, and that Massey & Co. will in the very near future, occupy the Treasury benches. There is apparent on the Government side a feeling that their end has come, and that the stars in their courses are fighting against the Hon. T. Mackenzie, but it is not by any means an assured fact that the victory, if and when achieved, will be altogether a source of pleasure to the present Leader of the Opposition. Mr. Massey is in the unpleasant position, at this session, of being the victim of circumstances. He can only gain office by the defection of erstwhile Government supporters. If he aims to be relying on a slender reed, and some members of his party go so far as to say that, politically speaking, it would pay him better to let the division go against him, rather than be put in the position of facing the House with a bare majority, some of whom only a few weeks ago were sworn adherents of the Government. The outlook, it is generally conceded, is not a pleasant one, either for the Government or for the party that may possibly succeed them in power. With a majority reduced to irreducible limits, no Government can contemplate the possibility of initiating or carrying through anything in the nature of progressive legislation. Anyone who has studied the legislation of the past fifteen or twenty years cannot fail to realise that the big things were done by big majorities, and it follows that with the dwindling of the majority the legislative possibilities also lessen proportionately. Let us look at the present position: Mr. Massey can only win by the very slightest majority. No one knows that better than Mr. Massey himself. If he could, he would step towards the inevitable, and set on no legislative programme at all. Whatever his personal faith in the measures he may hold, his chances are practically nil, and it is this situation which is exercising the minds of the political observers. <box>804 911 953 1303</box>
article-subheading: HOUSE OF REPRESENTATIVES. <box>646 62 795 74</box>
news-article <box>14 499 163 582</box>
article-headline: POLITICS IN QUEENSLAND <box>16 735 161 748</box>
news-article <box>172 1000 321 1097</box>
headline-rule <box>69 359 109 360</box>
article-dateline: Gisborne, Last Night. <box>728 1016 791 1025</box>
page-number: 5 <box>12 8 22 30</box>
article-paragraph: Some disappointment was expressed in the ranks of Government supporters that the Prime Minister (the Hon. T. Mackenzie) did not reply to the leader of the Opposition on the No-confidence debate, which commenced in the House of Representatives last night. It would appear that Mr. Mackenzie is seeking a more favourable opportunity, and when he speaks, which may not be for a day or two, it is reported that he will emphasise that he has done his best to uphold the party dog during times of stress, but that no one can rise superior to secessions from one's own ranks. The opinion among many in the lobby to-day is to the effect that if a vote was taken at once Mr. Massey would win out by a small margin. Mr. Massey is confident of success, but the numbers are not yet posted, and the political exponents are not speculating freely on the result. It is significant, however, of the mental attitude of the Government that the Prime Minister has circularised the members of his party in the following terms: "To the members of the Liberal Party and their allies.—Dear Sir,—When in March last you entrusted me with the task of forming a Government, and pledged yourselves to support it, I fully recognised the difficulties and responsibilities of the position. The circumstances were critical, and in the course you took you sank differences and waived personal claims in order to save the country from the dangers that threatened it, viz., the defeat of the Liberal Party. That danger was averted for the moment, but still exists, and the question now is how best to meet it as regards the coming No-confidence motion. I have no fear of the result if we stand shoulder to shoulder. Having been selected by the party, the confidence should, I submit, be accorded to me. We shall then win, and after the struggle is over I will restore, if necessary, that trust unsullied to those who gave it. I would like to contrast at this moment the solidity of the Opposition—a solidity in the face of extremely diverse views—with what is said to be the position of our own party, and to observe that if we are defeated by a solid thirty-eight it will not be a defeat by the Opposition Party, but will be brought about by our own party and constitute political suicide in our own ranks. Whatever differences of opinion may exist among you as to the personnel of the Government and the geographical representation in the Cabinet, I cannot believe that any one of you will desert the party at a time when the result of that desertion might be to throw back the progress of the country for years, and mean the disintegration of the forces of Liberalism for a long period. Even, however, when the No-confidence motion is defeated the difficulties of the position remain. The strength of parties in the House is so nearly equal that the possibilities of a dissolution cannot be ignored. I am confident that the country is with us, and that if we go to it as a united body we shall come back with a good working majority. The one aim of myself and my colleagues is to accomplish this, so that the development of the Dominion may continue on the same lines of progressive Liberalism as have proved so advantageous hitherto. Personally, I have done all in my power to justify the confidence reposed in me when you elected me leader, but after full and careful consideration of the whole position I think that in order to ensure harmony and unanimity of action in the face of a common danger, an opportunity should be given to you of considering the matter afresh. To this end I propose, if we succeed on the No-confidence motion, to call a caucus of you all and place the Government in your hands, leaving it for you to determine afresh, if you so desire, the question of leadership and the personnel of the Ministry. This step is taken solely with the desire for unity, and to remove all cause of disintegration. I appeal to you with confidence to support the Government in the present crisis." <box>804 135 953 817</box>
article-subheading: DEBATE IN THE LORDS. <box>14 60 163 72</box>
headline-rule <box>69 865 109 866</box>
article-dateline: London, July 2. <box>271 1205 317 1214</box>
issue-date: THURSDAY, JULY 4, 1912. <box>975 17 1102 28</box>
article-paragraph: Mr. Bryan, in speaking, was non-committal. He said that what he wanted most was the nomination of the progressive candidate. <box>172 341 321 368</box>
headline-rule <box>227 926 267 927</box>
article-subheading: A CRUCIFIXION. <box>330 822 479 834</box>
article-paragraph: The chairman (Mr. M. Dalziel) said that he doubted whether by applying to Great Britain for certificated teachers they would obtain a better class. <box>488 253 637 288</box>
article-byline: By Telegraph—Press Association. <box>671 824 770 833</box>
article-headline: FEDERAL POLITICS <box>35 588 142 601</box>
article-dateline: Received 3, 8.55 p.m. Sydney, July 3. <box>50 541 159 550</box>
article-dateline: Received 3, 11.15 p.m. London, July 3. <box>203 821 317 830</box>
article-paragraph: "But your vote will put Mr. Massey into power," was the retort of the reporter. <box>646 459 795 477</box>
article-paragraph: In reply, the secretary of the Empire Parliamentary Association, Mr. H. D. Egville, writing from London under date March 2, 1912, said, amongst other things: "I am very much obliged to you for kindly forwarding copies of the debates in the New Zealand Parliament upon the subject of the invitation which was sent by the Lords and Commons Committee (1911) to the Lower House of Parliament, and I need hardly say that it was a source of the keenest disappointment to the Committee here that no members of the Second Chamber of New Zealand Government could accept the Committee's invitation, and though we were fortunate in securing the presence of the Hon. Alfred Rolling and Mr. R. Heaton Rhodes (who happened to be in England) at some of the functions in London, it was of course natural that the absence of official representation from the New Zealand Chamber was apparent at many of the gatherings more especially during the Coronation. With regard to the request to furnish you with copies of the cables, you will readily understand that I am not in a position to disclose the terms of the communications which were transmitted through the office of the Secretary of State. It is only a matter of the greatest regret on our part that, after repeated suggestions and proposals, the Government of New Zealand finally decided that they were unable to comply with the invitation, stating that among other difficulties the shortage of the time was one. While my committee were greatly disappointed at the absence of official representation from New Zealand, they appreciate very much indeed the interest which has been taken in the matter by representatives from in both Houses of the New Zealand Legislature." The letter adds that regret was also felt because of the non-attendance of New Zealand representatives at the meeting held to form an Empire Parliamentary Association, while the committee feels that "it is not possible now to do anything to remedy the unfortunate circumstances." They hope for "the provision of greater opportunities for future visits." <box>962 619 1112 977</box>
article-headline: EDUCATION <box>530 41 595 53</box>
article-byline: By Cable—Press Association—Copyright. <box>343 612 466 621</box>
article-subheading: THEFT OF OIL. <box>488 375 637 387</box>
article-paragraph: In replying to questions, Ministers said that it was the intention of the Government to restore to the Estimates the vote for a monument to the late Hon. R. J. Seddon that was previously approved by Parliament; the Government approves of the principle of purchasing estates in advance of railway construction, and according to the Dominion the advantages afforded by opening the country by railways; the Government is considering the question of simplifying the military regulation regarding administering the oath to lads under eighteen years of age, or, in the alternative, of doing away with it altogether. <box>646 151 795 261</box>
column-3 <box>326 37 484 1763</box>
